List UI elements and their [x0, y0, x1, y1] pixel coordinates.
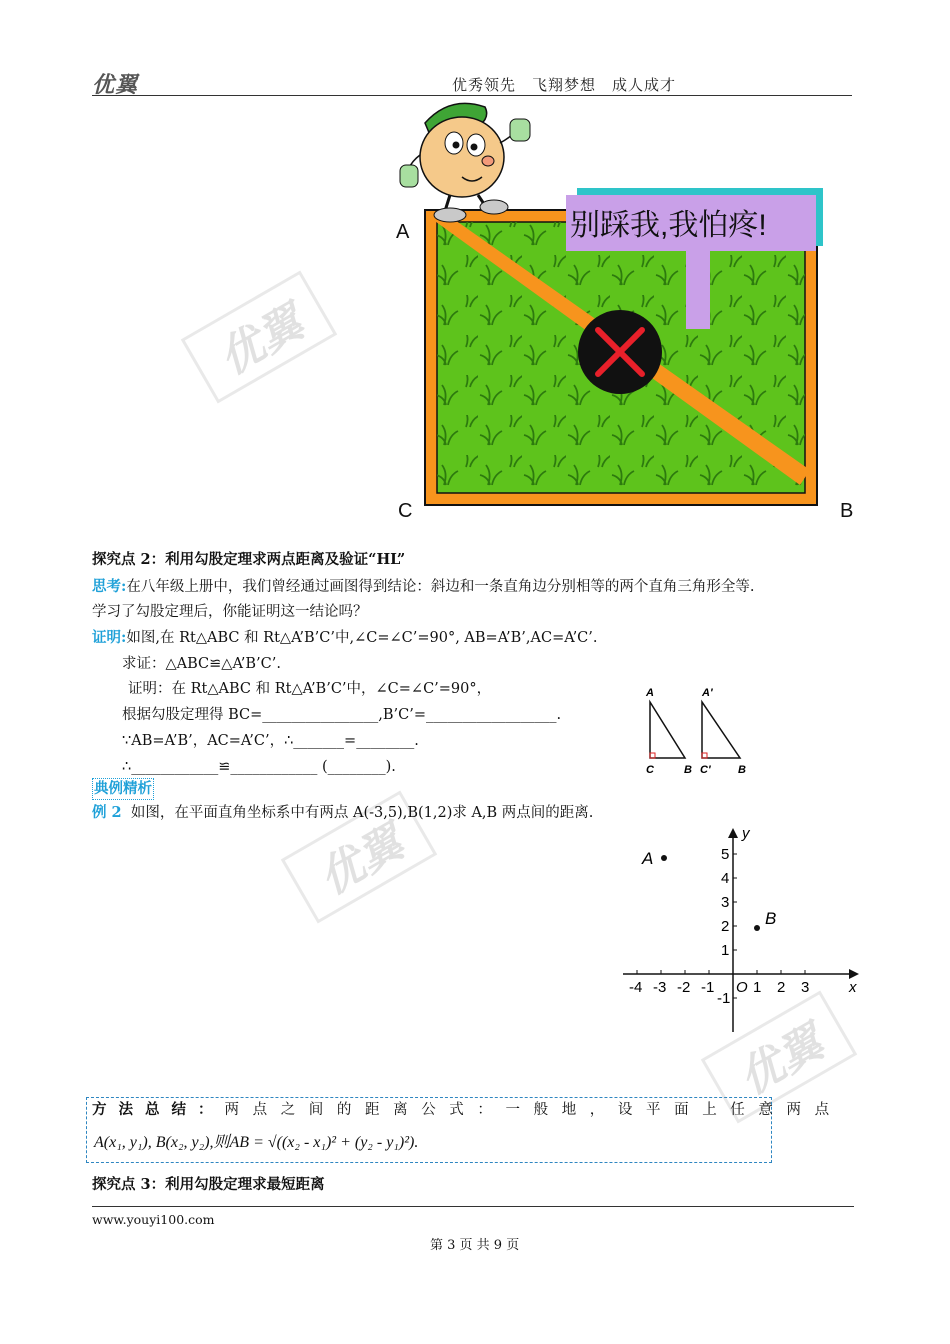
- x-tick-label: 2: [777, 979, 786, 996]
- point-b: [754, 925, 760, 931]
- origin-label: O: [736, 979, 748, 996]
- footer-divider: [92, 1206, 854, 1207]
- think-paragraph: [92, 577, 754, 597]
- tri-label: C: [646, 764, 654, 776]
- method-text: 两点之间的距离公式：一般地，设平面上任意两点: [224, 1102, 843, 1118]
- point-a-label: A: [642, 849, 654, 868]
- tri-label: A′: [702, 687, 713, 699]
- method-line1: [92, 1100, 860, 1120]
- example-tag: [92, 778, 154, 800]
- example-paragraph: [92, 803, 593, 823]
- section2-title: 探究点 2：利用勾股定理求两点距离及验证“HL”: [92, 551, 406, 568]
- think-label: 思考:: [92, 578, 127, 595]
- proof-line5: ∵AB=A’B’，AC=A’C’，∴_______=________.: [122, 733, 419, 749]
- proof-line4: 根据勾股定理得 BC=________________,B’C’=__________________.: [122, 707, 562, 723]
- y-tick-label: 1: [721, 942, 730, 959]
- tri-label: B: [684, 764, 692, 776]
- header-slogan: 优秀领先 飞翔梦想 成人成才: [452, 76, 677, 94]
- example-text: 如图，在平面直角坐标系中有两点 A(-3,5),B(1,2)求 A,B 两点间的距离.: [130, 805, 594, 821]
- proof-label: 证明:: [92, 629, 127, 646]
- speech-post: [686, 245, 710, 329]
- footer-url: www.youyi100.com: [92, 1212, 215, 1227]
- triangle-abc-prime: [702, 702, 740, 758]
- proof-line3: 证明：在 Rt△ABC 和 Rt△A’B’C’中，∠C=∠C’=90°，: [128, 681, 492, 697]
- x-tick-label: 3: [801, 979, 810, 996]
- lawn-illustration: [390, 95, 870, 530]
- coordinate-graph: [615, 822, 870, 1037]
- section3-title: 探究点 3：利用勾股定理求最短距离: [92, 1176, 325, 1193]
- speech-text: 别踩我,我怕疼!: [570, 209, 767, 242]
- point-a: [661, 855, 667, 861]
- tri-label: A: [646, 687, 654, 699]
- x-tick-label: -2: [677, 979, 691, 996]
- watermark: 优翼: [181, 270, 338, 403]
- think-line2: 学习了勾股定理后，你能证明这一结论吗？: [92, 604, 368, 620]
- tri-label: B: [738, 764, 746, 776]
- watermark: 优翼: [701, 990, 858, 1123]
- x-tick-label: -4: [629, 979, 643, 996]
- y-tick-label: 5: [721, 846, 730, 863]
- point-b-label: B: [765, 909, 777, 928]
- x-tick-label: 1: [753, 979, 762, 996]
- tri-label: C′: [700, 764, 711, 776]
- corner-label-a: A: [396, 221, 410, 243]
- y-axis-arrow: [728, 828, 738, 838]
- think-line1: 在八年级上册中，我们曾经通过画图得到结论：斜边和一条直角边分别相等的两个直角三角形全等.: [126, 579, 755, 595]
- y-axis-label: y: [742, 825, 750, 842]
- proof-line1: 如图,在 Rt△ABC 和 Rt△A’B’C’中,∠C=∠C’=90°, AB=A’B’,AC=A’C’.: [126, 630, 598, 646]
- y-tick-label: -1: [717, 990, 731, 1007]
- method-label: 方法总结：: [92, 1101, 225, 1118]
- x-tick-label: -1: [701, 979, 715, 996]
- page-number: 第 3 页 共 9 页: [430, 1238, 520, 1253]
- triangle-abc: [650, 702, 685, 758]
- corner-label-c: C: [398, 500, 413, 522]
- watermark: 优翼: [281, 790, 438, 923]
- header-logo: 优翼: [92, 73, 139, 98]
- triangles-figure: [640, 682, 760, 782]
- y-tick-label: 4: [721, 870, 730, 887]
- example-label: 例 2: [92, 804, 122, 821]
- example-tag-label: 典例精析: [92, 778, 154, 800]
- method-formula: A(x₁, y₁), B(x₂, y₂),则AB = √((x₂ - x₁)² + (y₂ - y₁)²).: [94, 1134, 419, 1151]
- y-tick-label: 2: [721, 918, 730, 935]
- proof-line6: ∴____________≌____________ (________).: [122, 759, 396, 775]
- x-axis-label: x: [849, 979, 857, 996]
- proof-line2: 求证：△ABC≌△A’B’C’.: [122, 656, 281, 672]
- y-tick-label: 3: [721, 894, 730, 911]
- x-axis-arrow: [849, 969, 859, 979]
- corner-label-b: B: [840, 500, 854, 522]
- x-tick-label: -3: [653, 979, 667, 996]
- cartoon-character: [400, 103, 530, 222]
- proof-paragraph: [92, 628, 598, 648]
